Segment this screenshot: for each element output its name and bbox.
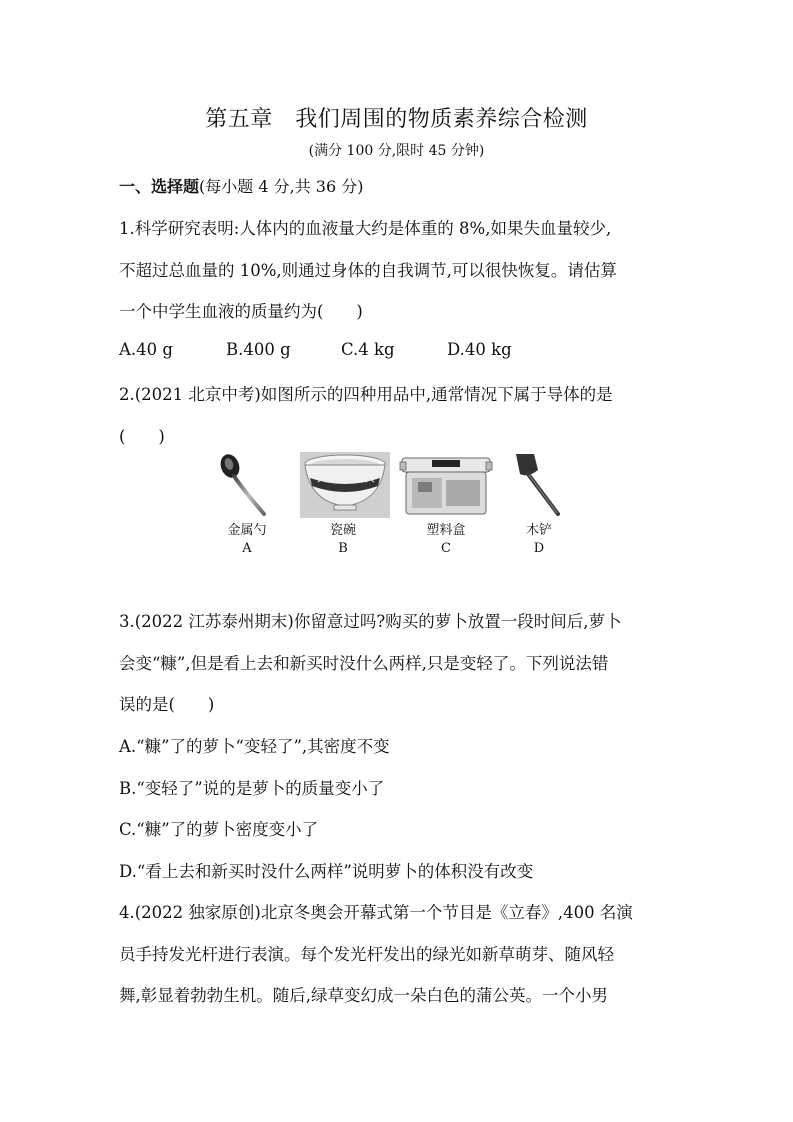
question-2-figure xyxy=(212,452,582,560)
figure-item-d xyxy=(508,452,578,560)
question-1-options xyxy=(119,340,512,359)
option-a: A.40 g xyxy=(119,340,173,359)
figure-item-a xyxy=(212,452,282,560)
section-heading xyxy=(119,174,363,197)
question-1-line-2: 不超过总血量的 10%,则通过身体的自我调节,可以很快恢复。请估算 xyxy=(119,261,617,280)
question-3-line-1: 3.(2022 江苏泰州期末)你留意过吗?购买的萝卜放置一段时间后,萝卜 xyxy=(119,612,622,631)
figure-letter-c: C xyxy=(441,541,451,556)
figure-caption-b: 瓷碗 xyxy=(329,523,356,538)
option-d: D.40 kg xyxy=(447,340,512,359)
question-1-line-1: 1.科学研究表明:人体内的血液量大约是体重的 8%,如果失血量较少, xyxy=(119,219,612,238)
question-4-line-1: 4.(2022 独家原创)北京冬奥会开幕式第一个节目是《立春》,400 名演 xyxy=(119,903,633,922)
figure-letter-d: D xyxy=(533,541,545,556)
figure-letter-a: A xyxy=(242,541,252,556)
question-3-option-c: C.“糠”了的萝卜密度变小了 xyxy=(119,820,319,839)
figure-caption-c: 塑料盒 xyxy=(426,523,466,538)
question-3-line-3: 误的是( ) xyxy=(119,695,215,714)
porcelain-bowl-icon xyxy=(300,452,390,518)
section-note: (每小题 4 分,共 36 分) xyxy=(199,177,364,196)
question-2-line-2: ( ) xyxy=(119,427,165,446)
page-title: 第五章 我们周围的物质素养综合检测 xyxy=(205,107,588,132)
plastic-box-icon xyxy=(398,452,494,518)
question-3-option-b: B.“变轻了”说的是萝卜的质量变小了 xyxy=(119,779,385,798)
option-b: B.400 g xyxy=(226,340,291,359)
question-1-line-3: 一个中学生血液的质量约为( ) xyxy=(119,302,363,321)
option-c: C.4 kg xyxy=(341,340,395,359)
metal-spoon-icon xyxy=(212,452,282,518)
question-2-line-1: 2.(2021 北京中考)如图所示的四种用品中,通常情况下属于导体的是 xyxy=(119,385,613,404)
question-3-option-a: A.“糠”了的萝卜“变轻了”,其密度不变 xyxy=(119,737,390,756)
wooden-spatula-icon xyxy=(508,452,578,518)
section-label: 一、选择题 xyxy=(119,177,200,196)
question-3-line-2: 会变“糠”,但是看上去和新买时没什么两样,只是变轻了。下列说法错 xyxy=(119,654,609,673)
question-4-line-3: 舞,彰显着勃勃生机。随后,绿草变幻成一朵白色的蒲公英。一个小男 xyxy=(119,986,608,1005)
page-subtitle: (满分 100 分,限时 45 分钟) xyxy=(308,143,485,159)
question-4-line-2: 员手持发光杆进行表演。每个发光杆发出的绿光如新草萌芽、随风轻 xyxy=(119,945,614,964)
figure-item-c xyxy=(398,452,494,560)
question-3-option-d: D.“看上去和新买时没什么两样”说明萝卜的体积没有改变 xyxy=(119,862,534,881)
figure-caption-d: 木铲 xyxy=(525,523,552,538)
figure-caption-a: 金属勺 xyxy=(227,523,267,538)
figure-letter-b: B xyxy=(338,541,348,556)
figure-item-b xyxy=(300,452,390,560)
